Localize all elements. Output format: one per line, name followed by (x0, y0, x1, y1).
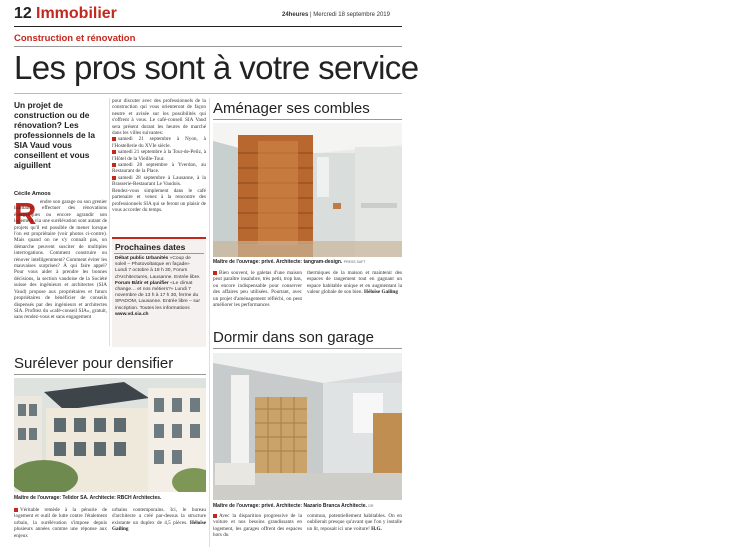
densifier-body-b: urbains contemporains. Ici, le bureau d'architecte a créé par-dessus la structure existante un duplex de 4,5 pièces. (112, 507, 206, 526)
densifier-signature: Héloïse Gailing (112, 519, 206, 533)
garage-text-b (307, 513, 402, 547)
website-link[interactable]: www.vd.sia.ch (115, 311, 149, 317)
section-title: Immobilier (36, 5, 117, 22)
garage-caption-text: Maître de l'ouvrage: privé. Architecte: Nazario Branca Architecte. (213, 503, 367, 509)
event-text: «Le climat change… et nos métiers?» Lundi 7 novembre de 13 h à 17 h 30, ferme du SPADOM, Lausanne. Entrée libre – sur inscription. Toutes les informations (115, 280, 200, 311)
author: Cécile Amoos (14, 191, 51, 197)
garage-title: Dormir dans son garage (213, 329, 374, 346)
garage-body-b: commun, potentiellement habitables. On en oublierait presque qu'avant que l'on y installe un lit, reposait ici une voiture! (307, 513, 402, 532)
newspaper-name: 24heures (282, 12, 309, 18)
headline-rule (14, 93, 402, 94)
photo-credit: PRESS SAFT (343, 260, 366, 264)
dates-box-rule (114, 253, 204, 254)
densifier-rule (14, 374, 206, 375)
date-item: samedi 21 septembre à la Tour-de-Peilz, à l'Hôtel de la Vieille-Tour. (112, 149, 206, 162)
combles-body-a: Bien souvent, le galetas d'une maison peut paraître insalubre, très petit, trop bas, ou encore indispensable pour conserver des affaires peu utilisées. Pourtant, avec un projet d'aménagement réfléchi, on peut améliorer les performances (213, 270, 302, 309)
densifier-text-a (14, 507, 107, 547)
dates-box-content (115, 256, 203, 318)
bullet-icon (213, 271, 217, 275)
densifier-caption: Maître de l'ouvrage: Telidor SA. Architecte: RBCH Architectes. (14, 495, 162, 501)
header-rule (14, 26, 402, 27)
combles-rule (213, 119, 402, 120)
event-label: Débat public Urbanités (115, 256, 169, 261)
bullet-icon (14, 508, 18, 512)
col2-text-2: Le café-conseil SIA Vaud sera présent durant les heures de marché dans les villes suivantes: (112, 117, 206, 137)
combles-title: Aménager ses combles (213, 100, 370, 117)
lead: Un projet de construction ou de rénovation? Les professionnels de la SIA Vaud vous conseillent et vous aiguillent (14, 100, 95, 170)
column-divider (109, 98, 110, 346)
bullet-icon (112, 150, 116, 154)
dates-box-title: Prochaines dates (115, 242, 186, 252)
rubric-rule (14, 46, 402, 47)
bullet-icon (213, 514, 217, 518)
garage-rule (213, 348, 402, 349)
rubric: Construction et rénovation (14, 33, 136, 44)
date-item: samedi 21 septembre à Nyon, à l'Hostellerie du XVIe siècle. (112, 136, 206, 149)
densifier-title: Surélever pour densifier (14, 355, 174, 372)
photo-credit: DR (368, 504, 374, 508)
date-item: samedi 28 septembre à Yverdon, au Restaurant de la Place. (112, 162, 206, 175)
densifier-text-b (112, 507, 206, 547)
masthead-info: 24heures | Mercredi 18 septembre 2019 (282, 12, 390, 18)
attic-photo (213, 123, 402, 257)
combles-body-b: thermiques de la maison et maintenir des espaces de rangement tout en gagnant un espace habitable unique et en augmentant la valeur globale de son bien. (307, 270, 402, 296)
date-item: samedi 28 septembre à Lausanne, à la Brasserie-Restaurant Le Vaudois. (112, 174, 206, 188)
event-label: Forum Bâtir et planifier (115, 280, 169, 286)
headline: Les pros sont à votre service (14, 49, 419, 86)
issue-date: Mercredi 18 septembre 2019 (313, 12, 390, 18)
event-text: «Coup de soleil – Photovoltaïque en façade» Lundi 7 octobre à 18 h 30, Forum d'Architectures, Lausanne. Entrée libre. (115, 256, 201, 280)
bullet-icon (112, 176, 116, 180)
densifier-body-a: Véritable remède à la pénurie de logement et outil de lutte contre l'étalement urbain, la surélévation s'impose depuis plusieurs années comme une réponse aux enjeux (14, 507, 107, 539)
garage-body-a: Avec la disparition progressive de la voiture et nos besoins grandissants en logement, les garages offrent des espaces hors du (213, 513, 302, 539)
dates-box-accent (112, 237, 206, 239)
column-2 (112, 98, 206, 238)
garage-photo (213, 353, 402, 500)
col2-text-1: pour discuter avec des professionnels de la construction qui vous orienteront de façon neutre et avisée sur les possibilités qui s'offrent à vous. (112, 98, 206, 124)
dropcap: R (14, 196, 37, 231)
building-photo (14, 378, 206, 492)
combles-caption-text: Maître de l'ouvrage: privé. Architecte: tangram-design. (213, 259, 343, 265)
combles-text-b (307, 270, 402, 324)
garage-signature: H.G. (371, 525, 382, 532)
garage-text-a (213, 513, 302, 547)
combles-text-a (213, 270, 302, 324)
bullet-icon (112, 163, 116, 167)
col2-text-3: Rendez-vous simplement dans le café partenaire et venez à la rencontre des professionnels SIA qui se feront un plaisir de vous accorder du temps. (112, 187, 206, 213)
combles-signature: Héloïse Gailing (364, 289, 398, 296)
intro-text: endre son garage ou son grenier habitable, effectuer des rénovations énergétiques ou encore agrandir son logement via une surélévation sont autant de projets qu'il est possible de mener lorsque l'on est propriétaire (voir photos ci-contre). Mais quand on ne s'y connaît pas, on démarche peuvent susciter de multiples interrogations. Comment construire ou rénover intelligemment? Comment éviter les mauvaises surprises? À qui faire appel? Pour vous aider à prendre les bonnes décisions, la section vaudoise de la Société suisse des ingénieurs et architectes (SIA Vaud) propose aux propriétaires et futurs propriétaires de bénéficier de conseils dispensés par des ingénieurs et architectes SIA. Profitez du «café-conseil SIA», gratuit, sans rendez-vous et sans engagement (14, 199, 107, 321)
section-divider (209, 98, 210, 547)
combles-caption (213, 259, 366, 265)
bullet-icon (112, 137, 116, 141)
page-number: 12 (14, 5, 32, 22)
garage-caption (213, 503, 373, 509)
